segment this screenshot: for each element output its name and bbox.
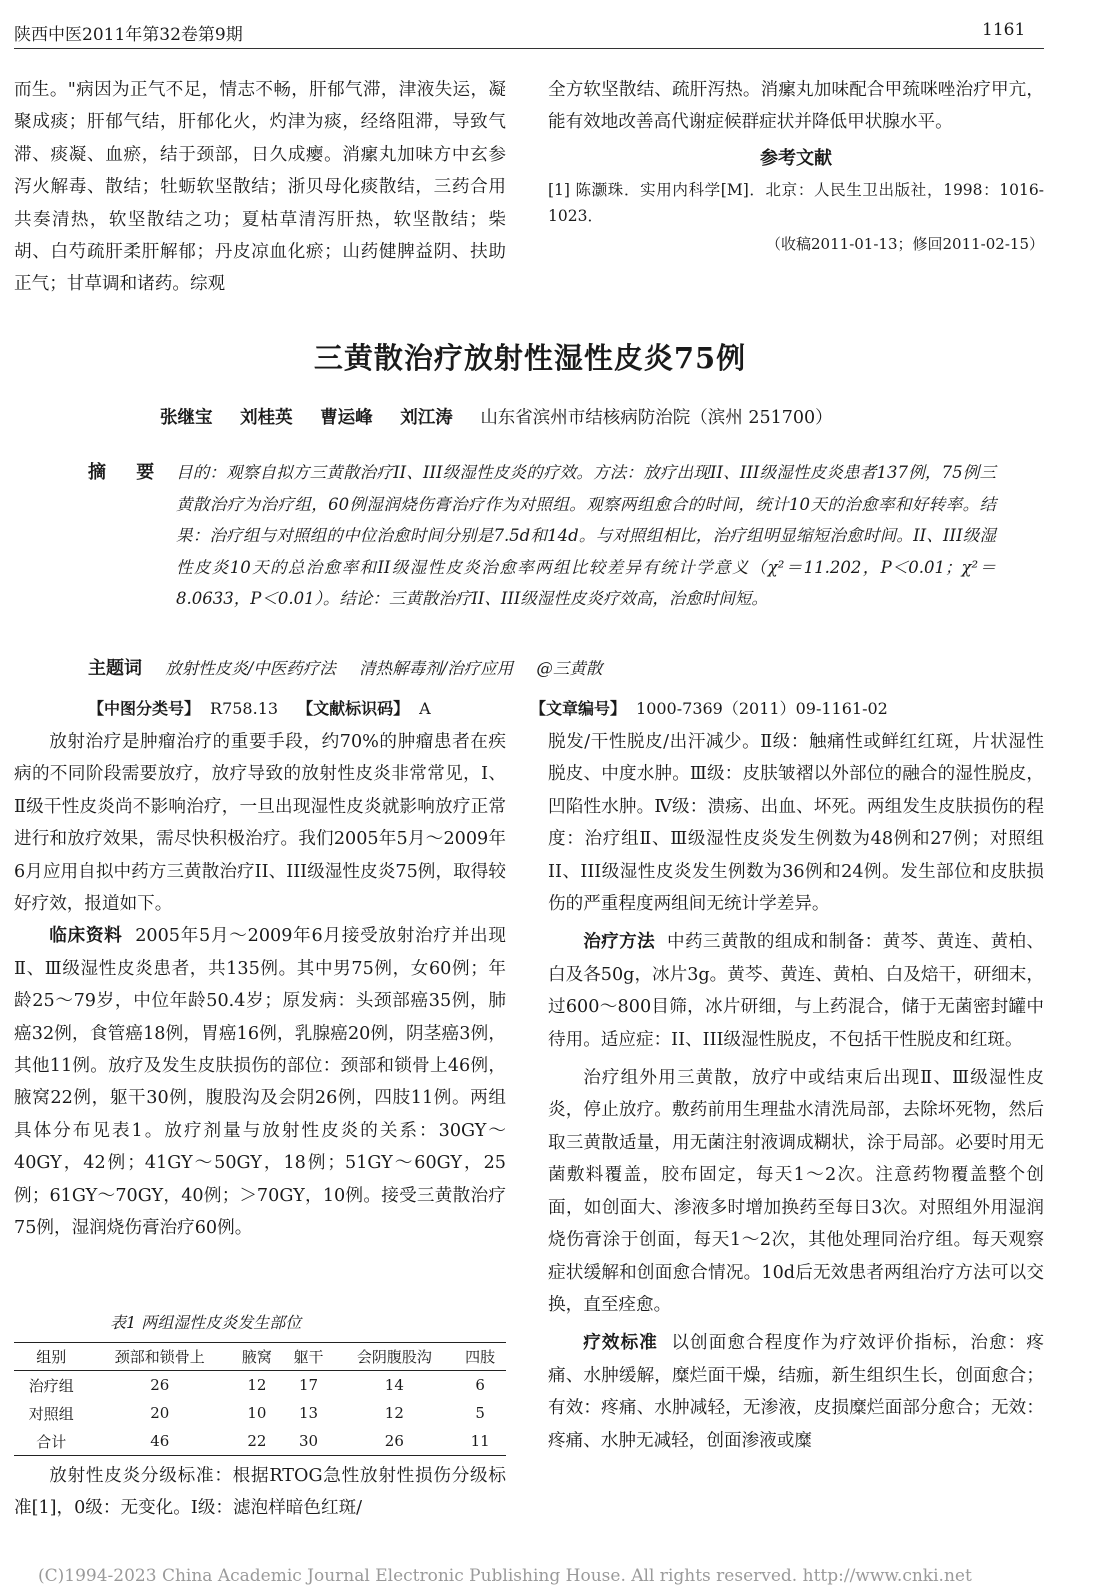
author-1: 张继宝 <box>160 408 213 428</box>
treatment-heading: 治疗方法 <box>583 931 656 953</box>
table-1-caption: 表1 两组湿性皮炎发生部位 <box>110 1313 302 1332</box>
table-header-row <box>14 1343 506 1371</box>
treatment-text: 中药三黄散的组成和制备：黄芩、黄连、黄柏、白及各50g，冰片3g。黄芩、黄连、黄柏、白及焙干，研细末，过600～800目筛，冰片研细，与上药混合，储于无菌密封罐中待用。适应症：II、III级湿性脱皮，不包括干性脱皮和红斑。 <box>548 932 1044 1050</box>
table-cell: 合计 <box>14 1427 88 1456</box>
body-left-column-bottom <box>14 1460 506 1525</box>
article-number-label: 【文章编号】 <box>530 699 627 718</box>
table-cell: 11 <box>454 1427 506 1456</box>
reference-1: [1] 陈灏珠．实用内科学[M]．北京：人民生卫出版社，1998：1016-1023． <box>548 181 1044 226</box>
table-cell: 26 <box>334 1427 454 1456</box>
table-cell: 10 <box>247 1404 267 1422</box>
table-cell: 20 <box>150 1404 170 1422</box>
efficacy-text: 以创面愈合程度作为疗效评价指标，治愈：疼痛、水肿缓解，糜烂面干燥，结痂，新生组织生长，创面愈合；有效：疼痛、水肿减轻，无渗液，皮损糜烂面部分愈合；无效：疼痛、水肿无减轻，创面渗液或糜 <box>548 1333 1044 1451</box>
article-title: 三黄散治疗放射性湿性皮炎75例 <box>313 341 747 375</box>
clinical-data-text: 2005年5月～2009年6月接受放射治疗并出现Ⅱ、Ⅲ级湿性皮炎患者，共135例。其中男75例，女60例；年龄25～79岁，中位年龄50.4岁；原发病：头颈部癌35例，肺癌32例，食管癌18例，胃癌16例，乳腺癌20例，阴茎癌3例，其他11例。放疗及发生皮肤损伤的部位：颈部和锁骨上46例，腋窝22例，躯干30例，腹股沟及会阴26例，四肢11例。两组具体分布见表1。放疗剂量与放射性皮炎的关系：30GY～40GY，42例；41GY～50GY，18例；51GY～60GY，25例；61GY～70GY，40例；＞70GY，10例。接受三黄散治疗75例，湿润烧伤膏治疗60例。 <box>14 926 506 1239</box>
article-number-value: 1000-7369（2011）09-1161-02 <box>636 699 888 718</box>
table-header: 颈部和锁骨上 <box>88 1343 231 1371</box>
prev-article-left-column <box>14 74 506 301</box>
abstract <box>88 457 996 615</box>
table-cell: 14 <box>384 1376 404 1394</box>
page-number: 1161 <box>982 20 1026 40</box>
table-cell: 治疗组 <box>28 1376 74 1395</box>
table-header: 组别 <box>14 1343 88 1371</box>
prev-article-right-column <box>548 74 1044 259</box>
references-heading: 参考文献 <box>760 147 832 169</box>
affiliation: 山东省滨州市结核病防治院（滨州 251700） <box>480 408 833 428</box>
abstract-label: 摘 要 <box>88 462 167 483</box>
intro-paragraph: 放射治疗是肿瘤治疗的重要手段，约70%的肿瘤患者在疾病的不同阶段需要放疗，放疗导致的放射性皮炎非常常见，Ⅰ、Ⅱ级干性皮炎尚不影响治疗，一旦出现湿性皮炎就影响放疗正常进行和放疗效果，需尽快积极治疗。我们2005年5月～2009年6月应用自拟中药方三黄散治疗II、III级湿性皮炎75例，取得较好疗效，报道如下。 <box>14 732 506 915</box>
abstract-text: 目的：观察自拟方三黄散治疗II、III级湿性皮炎的疗效。方法：放疗出现II、III级湿性皮炎患者137例，75例三黄散治疗为治疗组，60例湿润烧伤膏治疗作为对照组。观察两组愈合的时间，统计10天的治愈率和好转率。结果：治疗组与对照组的中位治愈时间分别是7.5d和14d。与对照组相比，治疗组明显缩短治愈时间。II、III级湿性皮炎10天的总治愈率和II级湿性皮炎治愈率两组比较差异有统计学意义（χ²＝11.202，P＜0.01；χ²＝8.0633，P＜0.01）。结论：三黄散治疗II、III级湿性皮炎疗效高，治愈时间短。 <box>176 463 996 608</box>
keywords <box>88 654 620 680</box>
prev-article-right-text: 全方软坚散结、疏肝泻热。消瘰丸加味配合甲巯咪唑治疗甲亢，能有效地改善高代谢症候群症状并降低甲状腺水平。 <box>548 80 1044 133</box>
treatment-group-paragraph: 治疗组外用三黄散，放疗中或结束后出现Ⅱ、Ⅲ级湿性皮炎，停止放疗。敷药前用生理盐水清洗局部，去除坏死物，然后取三黄散适量，用无菌注射液调成糊状，涂于局部。必要时用无菌敷料覆盖，胶布固定，每天1～2次。注意药物覆盖整个创面，如创面大、渗液多时增加换药至每日3次。对照组外用湿润烧伤膏涂于创面，每天1～2次，其他处理同治疗组。每天观察症状缓解和创面愈合情况。10d后无效患者两组治疗方法可以交换，直至痊愈。 <box>548 1068 1044 1315</box>
table-cell: 17 <box>299 1376 319 1394</box>
doc-id-label: 【文献标识码】 <box>297 699 410 718</box>
grading-paragraph: 放射性皮炎分级标准：根据RTOG急性放射性损伤分级标准[1]，0级：无变化。Ⅰ级：滤泡样暗色红斑/ <box>14 1466 506 1519</box>
author-4: 刘江涛 <box>400 408 453 428</box>
table-header: 躯干 <box>283 1343 335 1371</box>
table-cell: 26 <box>150 1376 170 1394</box>
table-row <box>14 1399 506 1427</box>
keywords-label: 主题词 <box>88 658 142 679</box>
table-cell: 对照组 <box>28 1404 74 1423</box>
author-3: 曹运峰 <box>320 408 373 428</box>
received-date: （收稿2011-01-13；修回2011-02-15） <box>766 235 1044 254</box>
table-1 <box>14 1342 506 1456</box>
header-rule <box>14 48 1044 49</box>
keyword-1: 放射性皮炎/中医药疗法 <box>165 659 336 678</box>
author-line <box>160 404 833 429</box>
table-cell: 6 <box>475 1376 485 1394</box>
keyword-2: 清热解毒剂/治疗应用 <box>359 659 514 678</box>
table-row <box>14 1427 506 1456</box>
table-header: 四肢 <box>454 1343 506 1371</box>
table-cell: 13 <box>299 1404 319 1422</box>
efficacy-heading: 疗效标准 <box>583 1332 658 1354</box>
cls-value: R758.13 <box>210 699 279 718</box>
clinical-data-heading: 临床资料 <box>49 925 123 947</box>
table-row <box>14 1371 506 1400</box>
table-cell: 46 <box>88 1427 231 1456</box>
copyright-footer: (C)1994-2023 China Academic Journal Electronic Publishing House. All rights reserved. http://www.cnki.net <box>38 1566 972 1586</box>
keyword-3: @三黄散 <box>536 659 603 678</box>
doc-id-value: A <box>419 699 431 718</box>
prev-article-left-text: 而生。"病因为正气不足，情志不畅，肝郁气滞，津液失运，凝聚成痰；肝郁气结，肝郁化火，灼津为痰，经络阻滞，导致气滞、痰凝、血瘀，结于颈部，日久成瘿。消瘰丸加味方中玄参泻火解毒、散结；牡蛎软坚散结；浙贝母化痰散结，三药合用共奏清热，软坚散结之功；夏枯草清泻肝热，软坚散结；柴胡、白芍疏肝柔肝解郁；丹皮凉血化瘀；山药健脾益阴、扶助正气；甘草调和诸药。综观 <box>14 80 506 295</box>
table-header: 腋窝 <box>231 1343 283 1371</box>
table-cell: 30 <box>283 1427 335 1456</box>
table-cell: 22 <box>231 1427 283 1456</box>
table-cell: 12 <box>247 1376 267 1394</box>
body-left-column <box>14 726 506 1245</box>
grading-continued: 脱发/干性脱皮/出汗减少。Ⅱ级：触痛性或鲜红红斑，片状湿性脱皮、中度水肿。Ⅲ级：皮肤皱褶以外部位的融合的湿性脱皮，凹陷性水肿。Ⅳ级：溃疡、出血、坏死。两组发生皮肤损伤的程度：治疗组Ⅱ、Ⅲ级湿性皮炎发生例数为48例和27例；对照组II、III级湿性皮炎发生例数为36例和24例。发生部位和皮肤损伤的严重程度两组间无统计学差异。 <box>548 732 1044 915</box>
table-cell: 5 <box>475 1404 485 1422</box>
body-right-column <box>548 726 1044 1457</box>
author-2: 刘桂英 <box>240 408 293 428</box>
journal-header: 陕西中医2011年第32卷第9期 <box>14 25 243 45</box>
table-header: 会阴腹股沟 <box>334 1343 454 1371</box>
cls-label: 【中图分类号】 <box>88 699 201 718</box>
article-number-info <box>530 696 888 719</box>
classification-info <box>88 696 431 719</box>
table-cell: 12 <box>384 1404 404 1422</box>
